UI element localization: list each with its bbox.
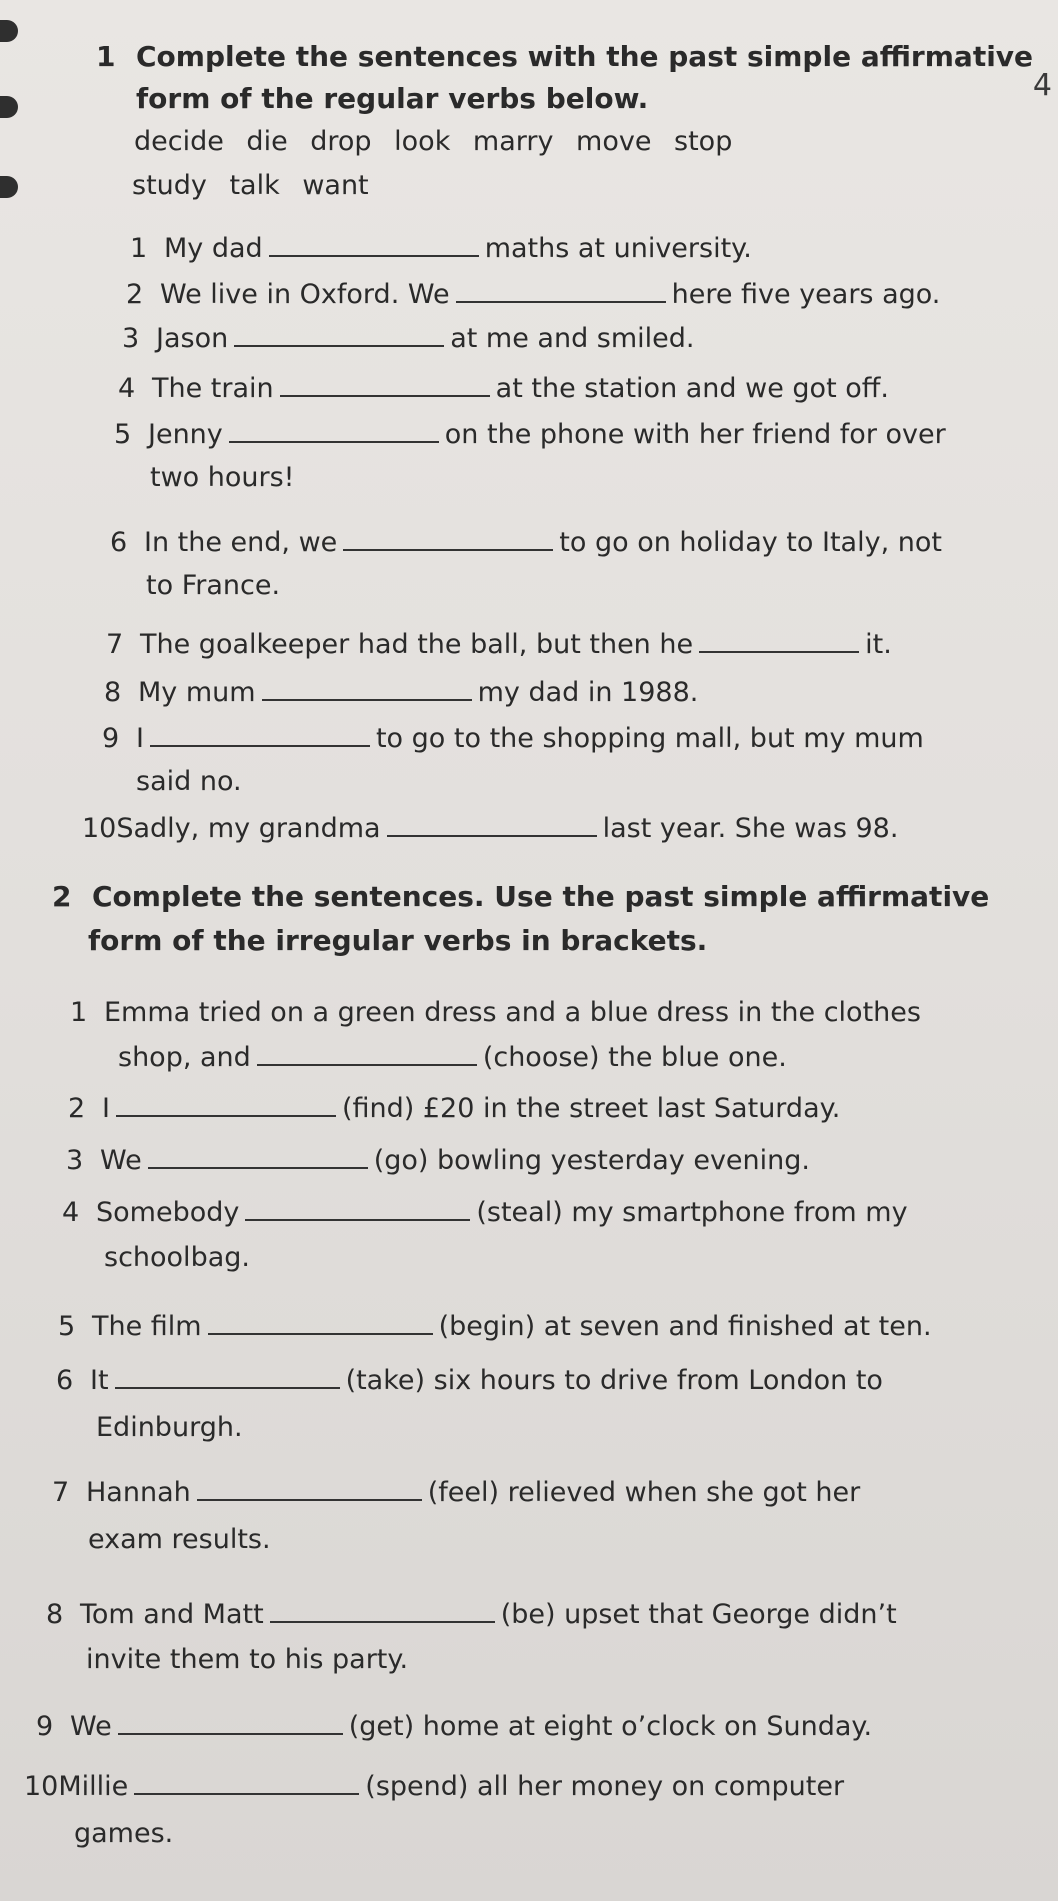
item-text-after: (steal) my smartphone from my bbox=[476, 1197, 908, 1228]
item-continuation: two hours! bbox=[150, 462, 295, 493]
item-continuation: games. bbox=[74, 1818, 174, 1849]
item-text-after: (feel) relieved when she got her bbox=[427, 1477, 861, 1508]
item-number: 8 bbox=[46, 1599, 64, 1630]
item-text-after: (get) home at eight o’clock on Sunday. bbox=[348, 1711, 873, 1742]
answer-blank[interactable] bbox=[456, 279, 666, 303]
answer-blank[interactable] bbox=[229, 419, 439, 443]
item-number: 9 bbox=[36, 1711, 54, 1742]
item-number: 6 bbox=[110, 527, 128, 558]
item-text-before: We live in Oxford. We bbox=[160, 279, 450, 310]
exercise-2-heading-line2: form of the irregular verbs in brackets. bbox=[88, 924, 708, 957]
item-text-before: We bbox=[70, 1711, 112, 1742]
item-text-after: maths at university. bbox=[484, 233, 752, 264]
exercise-number: 1 bbox=[96, 40, 116, 73]
answer-blank[interactable] bbox=[208, 1311, 433, 1335]
exercise-item bbox=[58, 1304, 932, 1350]
item-continuation: invite them to his party. bbox=[86, 1644, 409, 1675]
item-number: 3 bbox=[66, 1145, 84, 1176]
item-continuation: Edinburgh. bbox=[96, 1412, 243, 1443]
item-text-before: In the end, we bbox=[144, 527, 338, 558]
item-text-before: Somebody bbox=[96, 1197, 240, 1228]
item-text-after: last year. She was 98. bbox=[602, 813, 899, 844]
item-number: 2 bbox=[126, 279, 144, 310]
item-text-before: Sadly, my grandma bbox=[116, 813, 381, 844]
item-text-before: Jason bbox=[156, 323, 229, 354]
item-text-before: Jenny bbox=[148, 419, 223, 450]
exercise-item bbox=[66, 1138, 810, 1184]
exercise-1-heading bbox=[96, 36, 1033, 78]
item-number: 6 bbox=[56, 1365, 74, 1396]
item-text-before: Tom and Matt bbox=[80, 1599, 264, 1630]
answer-blank[interactable] bbox=[270, 1599, 495, 1623]
binder-hole bbox=[0, 176, 18, 198]
answer-blank[interactable] bbox=[269, 233, 479, 257]
item-text-after: at me and smiled. bbox=[450, 323, 695, 354]
answer-blank[interactable] bbox=[118, 1711, 343, 1735]
exercise-item bbox=[24, 1764, 844, 1810]
item-number: 8 bbox=[104, 677, 122, 708]
item-text-after: it. bbox=[865, 629, 892, 660]
item-text-after: my dad in 1988. bbox=[477, 677, 699, 708]
item-text-before: shop, and bbox=[118, 1042, 251, 1073]
exercise-item bbox=[106, 622, 892, 668]
exercise-1-heading-line2: form of the regular verbs below. bbox=[136, 82, 649, 115]
exercise-item bbox=[102, 716, 924, 762]
item-number: 5 bbox=[58, 1311, 76, 1342]
item-number: 9 bbox=[102, 723, 120, 754]
exercise-item bbox=[110, 520, 942, 566]
item-text-after: (spend) all her money on computer bbox=[365, 1771, 845, 1802]
item-text-after: at the station and we got off. bbox=[495, 373, 889, 404]
item-text-before: It bbox=[90, 1365, 109, 1396]
item-number: 1 bbox=[70, 997, 88, 1028]
answer-blank[interactable] bbox=[343, 527, 553, 551]
answer-blank[interactable] bbox=[280, 373, 490, 397]
item-text-before: My mum bbox=[138, 677, 256, 708]
item-text-before: We bbox=[100, 1145, 142, 1176]
item-text-after: to go to the shopping mall, but my mum bbox=[375, 723, 924, 754]
item-number: 7 bbox=[106, 629, 124, 660]
item-text-before: Emma tried on a green dress and a blue dress in the clothes bbox=[104, 997, 921, 1028]
answer-blank[interactable] bbox=[197, 1477, 422, 1501]
exercise-item bbox=[68, 1086, 840, 1132]
item-continuation: to France. bbox=[146, 570, 281, 601]
item-text-before: I bbox=[136, 723, 144, 754]
item-text-after: (be) upset that George didn’t bbox=[500, 1599, 897, 1630]
item-text-after: (find) £20 in the street last Saturday. bbox=[341, 1093, 841, 1124]
item-continuation bbox=[118, 1038, 787, 1078]
verb-list: decide die drop look marry move stop bbox=[134, 126, 733, 157]
answer-blank[interactable] bbox=[148, 1145, 368, 1169]
item-number: 10 bbox=[24, 1771, 59, 1802]
item-number: 5 bbox=[114, 419, 132, 450]
item-text-before: My dad bbox=[164, 233, 263, 264]
answer-blank[interactable] bbox=[134, 1771, 359, 1795]
answer-blank[interactable] bbox=[115, 1365, 340, 1389]
answer-blank[interactable] bbox=[257, 1042, 477, 1066]
item-text-before: Millie bbox=[58, 1771, 129, 1802]
instruction-line: Complete the sentences with the past simple affirmative bbox=[136, 40, 1034, 73]
exercise-item bbox=[46, 1592, 897, 1638]
exercise-item bbox=[52, 1470, 860, 1516]
item-text-before: The film bbox=[92, 1311, 202, 1342]
item-number: 1 bbox=[130, 233, 148, 264]
item-text-after: (go) bowling yesterday evening. bbox=[373, 1145, 810, 1176]
exercise-item bbox=[126, 272, 940, 318]
page-number: 4 bbox=[1032, 68, 1052, 103]
exercise-item bbox=[114, 412, 946, 458]
exercise-item bbox=[118, 366, 889, 412]
exercise-item bbox=[104, 670, 698, 716]
item-continuation: said no. bbox=[136, 766, 242, 797]
item-text-after: to go on holiday to Italy, not bbox=[559, 527, 942, 558]
verb-list: study talk want bbox=[132, 170, 369, 201]
item-continuation: exam results. bbox=[88, 1524, 271, 1555]
item-text-after: (begin) at seven and finished at ten. bbox=[438, 1311, 932, 1342]
item-text-before: I bbox=[102, 1093, 110, 1124]
exercise-item bbox=[62, 1190, 908, 1236]
item-number: 7 bbox=[52, 1477, 70, 1508]
answer-blank[interactable] bbox=[150, 723, 370, 747]
item-number: 2 bbox=[68, 1093, 86, 1124]
answer-blank[interactable] bbox=[116, 1093, 336, 1117]
answer-blank[interactable] bbox=[262, 677, 472, 701]
item-number: 4 bbox=[62, 1197, 80, 1228]
item-text-after: on the phone with her friend for over bbox=[444, 419, 946, 450]
item-text-after: (take) six hours to drive from London to bbox=[345, 1365, 883, 1396]
item-number: 3 bbox=[122, 323, 140, 354]
exercise-item bbox=[36, 1704, 872, 1750]
item-continuation: schoolbag. bbox=[104, 1242, 250, 1273]
exercise-item bbox=[122, 316, 695, 362]
item-text-before: The goalkeeper had the ball, but then he bbox=[140, 629, 694, 660]
exercise-item bbox=[70, 990, 921, 1036]
item-text-before: Hannah bbox=[86, 1477, 191, 1508]
answer-blank[interactable] bbox=[699, 629, 859, 653]
item-number: 10 bbox=[82, 813, 117, 844]
binder-hole bbox=[0, 96, 18, 118]
binder-hole bbox=[0, 20, 18, 42]
instruction-line: Complete the sentences. Use the past simple affirmative bbox=[92, 880, 990, 913]
item-text-after: here five years ago. bbox=[671, 279, 941, 310]
item-number: 4 bbox=[118, 373, 136, 404]
exercise-item bbox=[56, 1358, 883, 1404]
exercise-number: 2 bbox=[52, 880, 72, 913]
answer-blank[interactable] bbox=[245, 1197, 470, 1221]
answer-blank[interactable] bbox=[387, 813, 597, 837]
exercise-item bbox=[130, 226, 752, 272]
item-text-after: (choose) the blue one. bbox=[482, 1042, 787, 1073]
exercise-2-heading bbox=[52, 876, 989, 918]
item-text-before: The train bbox=[152, 373, 274, 404]
exercise-item bbox=[82, 806, 898, 852]
answer-blank[interactable] bbox=[234, 323, 444, 347]
